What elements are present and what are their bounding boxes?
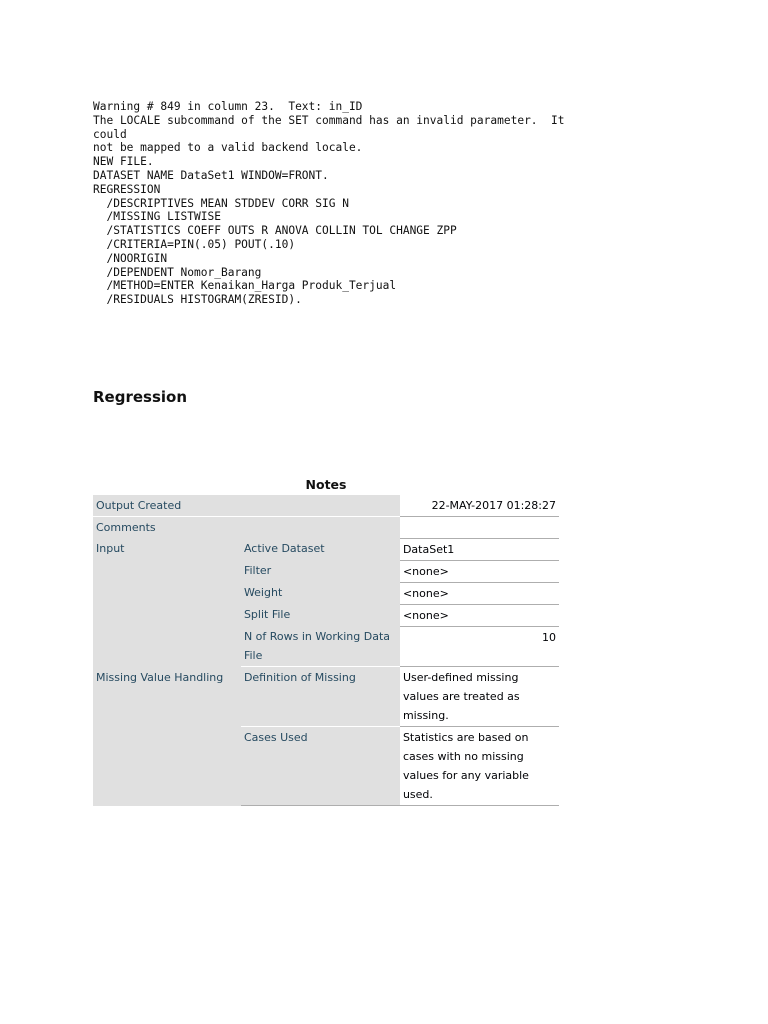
syntax-line: /RESIDUALS HISTOGRAM(ZRESID). bbox=[93, 293, 302, 307]
syntax-line: /METHOD=ENTER Kenaikan_Harga Produk_Terjual bbox=[93, 279, 397, 293]
value-definition-of-missing: User-defined missing values are treated as missing. bbox=[400, 667, 559, 727]
row-label-n-of-rows: N of Rows in Working Data File bbox=[241, 626, 400, 667]
syntax-line: /DESCRIPTIVES MEAN STDDEV CORR SIG N bbox=[93, 196, 349, 210]
syntax-line: /DEPENDENT Nomor_Barang bbox=[93, 265, 262, 279]
syntax-line: not be mapped to a valid backend locale. bbox=[93, 141, 363, 155]
section-heading: Regression bbox=[93, 388, 188, 406]
syntax-line: The LOCALE subcommand of the SET command has an invalid parameter. It bbox=[93, 113, 565, 127]
value-filter: <none> bbox=[400, 560, 559, 582]
syntax-line: NEW FILE. bbox=[93, 155, 154, 169]
group-label-input: Input bbox=[93, 538, 241, 667]
value-cases-used: Statistics are based on cases with no missing values for any variable used. bbox=[400, 727, 559, 806]
syntax-line: /STATISTICS COEFF OUTS R ANOVA COLLIN TOL CHANGE ZPP bbox=[93, 224, 457, 238]
value-output-created: 22-MAY-2017 01:28:27 bbox=[400, 495, 559, 517]
value-active-dataset: DataSet1 bbox=[400, 538, 559, 560]
row-label-active-dataset: Active Dataset bbox=[241, 538, 400, 560]
syntax-line: Warning # 849 in column 23. Text: in_ID bbox=[93, 100, 363, 113]
table-row bbox=[93, 495, 559, 517]
syntax-line: /MISSING LISTWISE bbox=[93, 210, 221, 224]
value-weight: <none> bbox=[400, 582, 559, 604]
group-label-missing-value-handling: Missing Value Handling bbox=[93, 667, 241, 806]
syntax-line: DATASET NAME DataSet1 WINDOW=FRONT. bbox=[93, 168, 329, 182]
notes-table bbox=[93, 495, 559, 806]
value-n-of-rows: 10 bbox=[400, 626, 559, 667]
notes-table-title: Notes bbox=[305, 477, 347, 492]
row-label-weight: Weight bbox=[241, 582, 400, 604]
row-label-comments: Comments bbox=[93, 517, 400, 539]
row-label-definition-of-missing: Definition of Missing bbox=[241, 667, 400, 727]
table-row bbox=[93, 538, 559, 560]
syntax-line: /NOORIGIN bbox=[93, 251, 168, 265]
row-label-output-created: Output Created bbox=[93, 495, 400, 517]
row-label-filter: Filter bbox=[241, 560, 400, 582]
value-comments bbox=[400, 517, 559, 539]
row-label-split-file: Split File bbox=[241, 604, 400, 626]
syntax-line: could bbox=[93, 127, 127, 141]
syntax-log bbox=[93, 100, 564, 307]
table-row bbox=[93, 517, 559, 539]
value-split-file: <none> bbox=[400, 604, 559, 626]
syntax-line: /CRITERIA=PIN(.05) POUT(.10) bbox=[93, 237, 296, 251]
syntax-line: REGRESSION bbox=[93, 182, 161, 196]
row-label-cases-used: Cases Used bbox=[241, 727, 400, 806]
table-row bbox=[93, 667, 559, 727]
